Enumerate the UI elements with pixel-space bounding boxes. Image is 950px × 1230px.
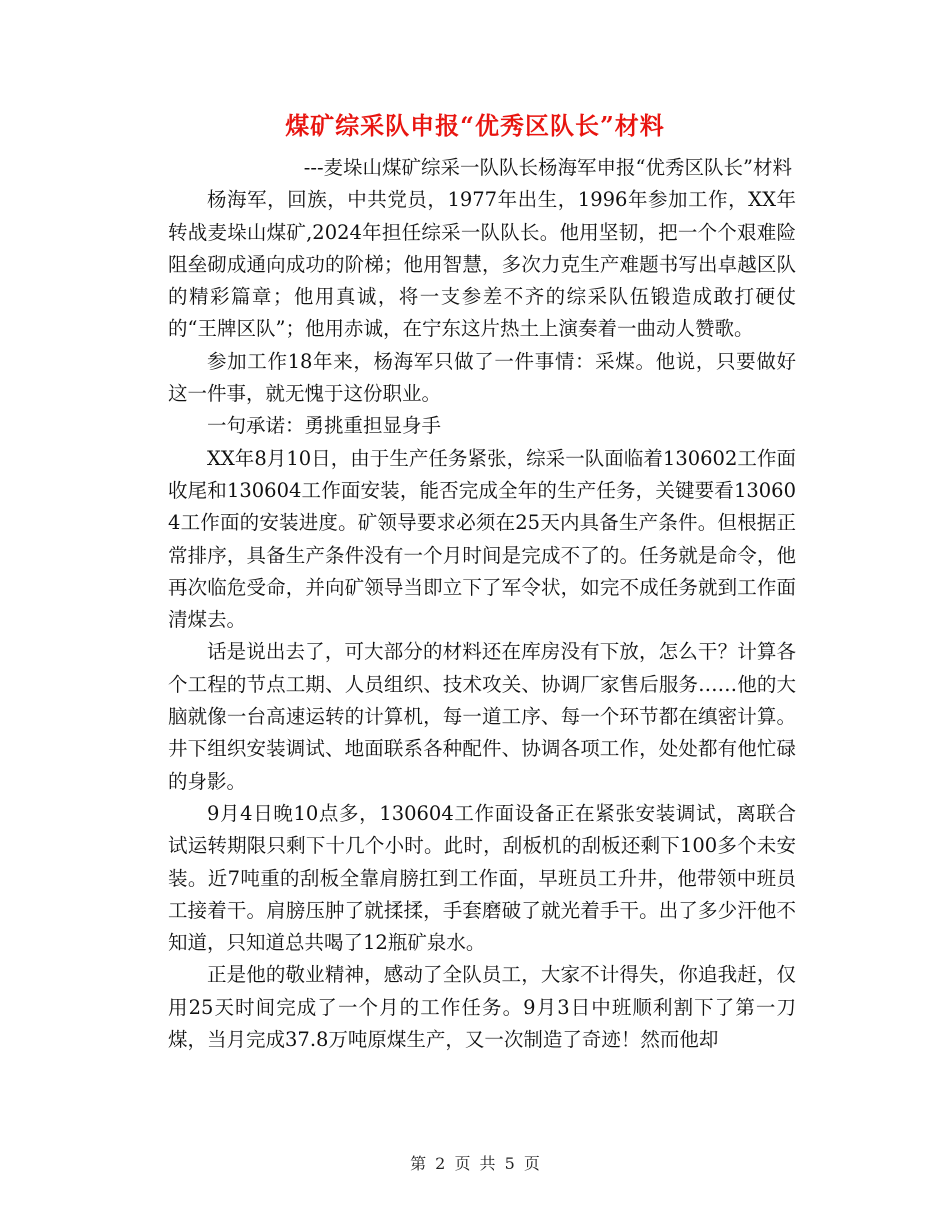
document-body [168,152,796,1056]
paragraph-installation: 9月4日晚10点多，130604工作面设备正在紧张安装调试，离联合试运转期限只剩下十几个小时。此时，刮板机的刮板还剩下100多个未安装。近7吨重的刮板全靠肩膀扛到工作面，早班员工升井，他带领中班员工接着干。肩膀压肿了就揉揉，手套磨破了就光着手干。出了多少汗他不知道，只知道总共喝了12瓶矿泉水。 [168,801,796,955]
paragraph-career: 参加工作18年来，杨海军只做了一件事情：采煤。他说，只要做好这一件事，就无愧于这份职业。 [168,349,796,406]
document-subtitle: ---麦垛山煤矿综采一队队长杨海军申报“优秀区队长”材料 [303,156,792,179]
page-number-footer: 第 2 页 共 5 页 [410,1154,540,1173]
section-heading: 一句承诺：勇挑重担显身手 [207,414,442,438]
paragraph-intro: 杨海军，回族，中共党员，1977年出生，1996年参加工作，XX年转战麦垛山煤矿,2024年担任综采一队队长。他用坚韧，把一个个艰难险阻垒砌成通向成功的阶梯；他用智慧，多次力克生产难题书写出卓越区队的精彩篇章；他用真诚，将一支参差不齐的综采队伍锻造成敢打硬仗的“王牌区队”；他用赤诚，在宁东这片热土上演奏着一曲动人赞歌。 [168,188,796,341]
paragraph-result: 正是他的敬业精神，感动了全队员工，大家不计得失，你追我赶，仅用25天时间完成了一个月的工作任务。9月3日中班顺利割下了第一刀煤，当月完成37.8万吨原煤生产，又一次制造了奇迹！然而他却 [168,963,796,1052]
paragraph-task: XX年8月10日，由于生产任务紧张，综采一队面临着130602工作面收尾和130604工作面安装，能否完成全年的生产任务，关键要看130604工作面的安装进度。矿领导要求必须在25天内具备生产条件。但根据正常排序，具备生产条件没有一个月时间是完成不了的。任务就是命令，他再次临危受命，并向矿领导当即立下了军令状，如完不成任务就到工作面清煤去。 [168,446,796,632]
paragraph-planning: 话是说出去了，可大部分的材料还在库房没有下放，怎么干？计算各个工程的节点工期、人员组织、技术攻关、协调厂家售后服务……他的大脑就像一台高速运转的计算机，每一道工序、每一个环节都在缜密计算。井下组织安装调试、地面联系各种配件、协调各项工作，处处都有他忙碌的身影。 [168,640,796,793]
document-title: 煤矿综采队申报“优秀区队长”材料 [285,111,665,140]
